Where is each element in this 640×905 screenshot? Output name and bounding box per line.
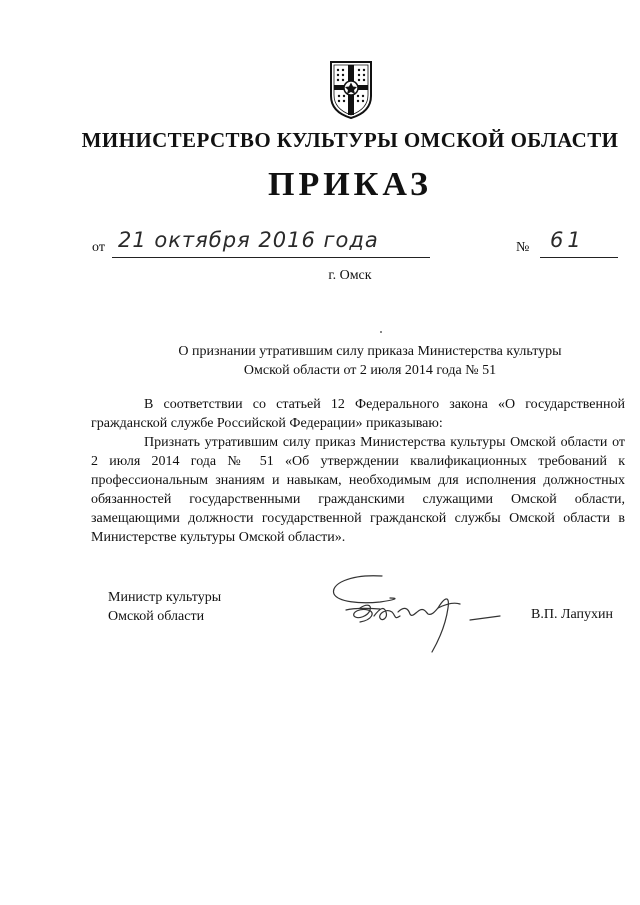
signer-position-line-2: Омской области — [108, 609, 205, 624]
order-body — [91, 395, 625, 547]
number-prefix: № — [516, 240, 530, 255]
handwritten-date: 21 октября 2016 года — [118, 228, 379, 252]
body-paragraph-1: В соответствии со статьей 12 Федерального закона «О государственной гражданской службе Российской Федерации» приказываю: — [91, 397, 625, 431]
subject-line-1: О признании утратившим силу приказа Министерства культуры — [178, 344, 562, 359]
signer-position-line-1: Министр культуры — [108, 590, 222, 605]
ministry-name: МИНИСТЕРСТВО КУЛЬТУРЫ ОМСКОЙ ОБЛАСТИ — [81, 128, 619, 152]
signer-name: В.П. Лапухин — [531, 607, 613, 622]
date-number-row — [92, 230, 622, 264]
coat-of-arms-icon — [329, 60, 373, 120]
subject-line-2: Омской области от 2 июля 2014 года № 51 — [243, 363, 497, 378]
body-paragraph-2: Признать утратившим силу приказ Министерства культуры Омской области от 2 июля 2014 года № 51 «Об утверждении квалификационных требований к профессиональным знаниям и навыкам, необходимым для исполнения должностных обязанностей государственными гражданскими служащими Омской области, замещающими должности государственной гражданской службы Омской области в Министерстве культуры Омской области». — [91, 435, 625, 545]
order-subject — [150, 342, 590, 380]
document-type-title: ПРИКАЗ — [268, 166, 432, 203]
number-underline — [540, 257, 618, 258]
handwritten-signature-icon — [320, 568, 510, 658]
date-prefix: от — [92, 240, 105, 255]
signer-position — [108, 588, 221, 626]
handwritten-number: 61 — [550, 228, 585, 252]
date-underline — [112, 257, 430, 258]
city-label: г. Омск — [328, 268, 372, 283]
scan-speck — [380, 331, 382, 333]
